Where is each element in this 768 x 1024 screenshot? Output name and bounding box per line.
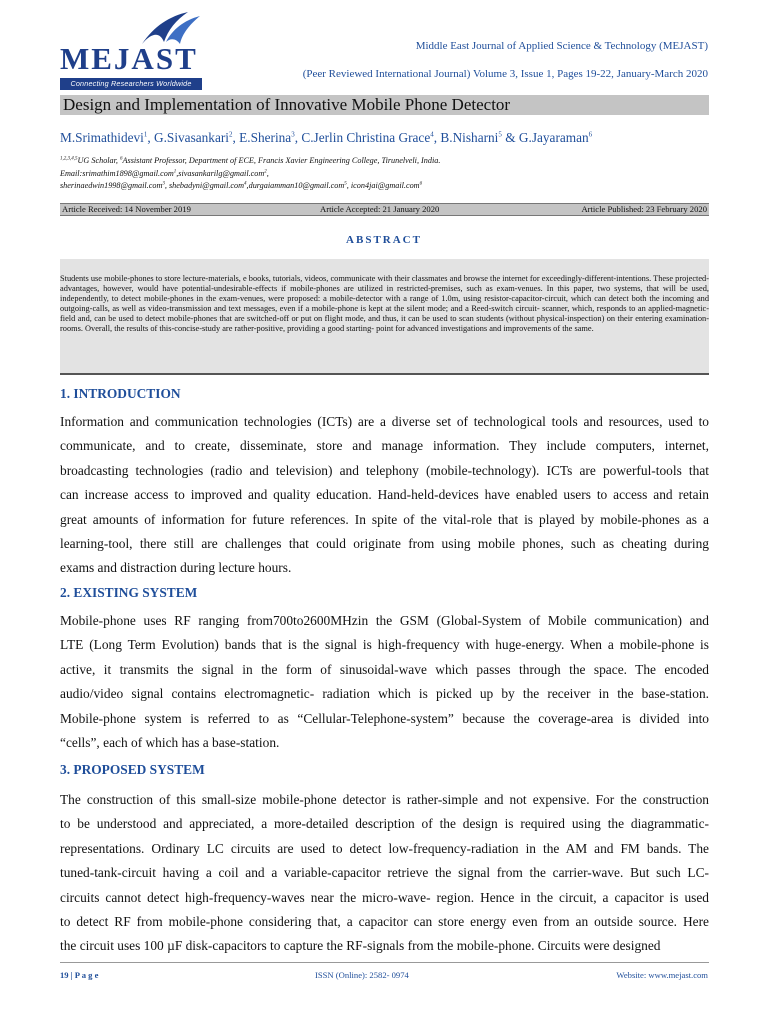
- paragraph-line: LTE (Long Term Evolution) bands that is the signal is high-frequency with huge-energy. When a mobile-phone is: [60, 637, 709, 653]
- paragraph-line: broadcasting technologies (radio and television) and telephony (mobile-technology). ICTs are powerful-tools that: [60, 462, 709, 478]
- author-email: ,: [266, 169, 269, 178]
- paragraph-line: The construction of this small-size mobile-phone detector is rather-simple and not expensive. For the construction: [60, 792, 709, 807]
- email-affiliation-mark: 2: [264, 169, 267, 175]
- affiliation-sup: 6: [120, 156, 123, 162]
- paragraph-line: learning-tool, there still are challenges that could originate from using mobile phones, such as cheating during: [60, 536, 709, 552]
- paragraph-line: to be understood and appreciated, a more-detailed description of the design is required using the diagrammatic-: [60, 816, 709, 832]
- paragraph-line: active, it transmits the signal in the form of sinusoidal-wave which passes through the space. The encoded: [60, 661, 709, 677]
- abstract-heading: ABSTRACT: [346, 234, 422, 246]
- affiliation-role: UG Scholar,: [77, 156, 121, 165]
- affiliation-sup: 1,2,3,4,5: [60, 156, 78, 162]
- logo-tagline: Connecting Researchers Worldwide: [60, 78, 202, 90]
- section-paragraph: [60, 410, 709, 581]
- paragraph-line: audio/video signal contains electromagnetic- radiation which is picked up by the receiver in the base-station.: [60, 686, 709, 702]
- author-email: , shebadyni@gmail.com: [164, 181, 245, 190]
- paragraph-line: Information and communication technologies (ICTs) are a diverse set of technological tools and resources, used to: [60, 414, 709, 429]
- email-line: [60, 181, 422, 190]
- affiliation-dept: Assistant Professor, Department of ECE, Francis Xavier Engineering College, Tirunelveli, India.: [122, 156, 441, 165]
- email-affiliation-mark: 5: [344, 181, 347, 187]
- page-label: | P a g e: [68, 970, 99, 980]
- paragraph-line: great amounts of information for future references. In spite of the vital-role that is played by mobile-phones as a: [60, 511, 709, 527]
- affiliation: [60, 156, 440, 165]
- article-title: Design and Implementation of Innovative Mobile Phone Detector: [63, 95, 511, 114]
- section-heading: 2. EXISTING SYSTEM: [60, 585, 198, 600]
- paragraph-line: Mobile-phone system is referred to as “Cellular-Telephone-system” because the coverage-area is divided into: [60, 710, 709, 726]
- email-affiliation-mark: 4: [244, 181, 247, 187]
- author-affiliation-mark: 1: [143, 130, 148, 139]
- website: Website: www.mejast.com: [616, 970, 708, 980]
- author-list: [60, 130, 592, 146]
- paragraph-line: Mobile-phone uses RF ranging from700to2600MHzin the GSM (Global-System of Mobile communication) and: [60, 613, 709, 628]
- section-paragraph: [60, 609, 709, 755]
- journal-name: Middle East Journal of Applied Science & Technology (MEJAST): [415, 40, 708, 52]
- issn: ISSN (Online): 2582- 0974: [315, 970, 409, 980]
- paragraph-line: tuned-tank-circuit having a coil and a variable-capacitor retrieve the signal from the carrier-wave. But such LC-: [60, 865, 709, 881]
- author-affiliation-mark: 3: [291, 130, 295, 139]
- author-separator: ,: [433, 130, 441, 145]
- abstract-text: Students use mobile-phones to store lecture-materials, e books, tutorials, videos, communicate with their classmates and browse the internet for exceedingly-different-intentions. These projected-advantages, however, would have potential-undesirable-effects if mobile-phones are utilized in restricted-premises, such as exam-venues. In this paper, two systems, that will be used, independently, to detect mobile-phones in the exam-venues, were proposed: a mobile-detector with a range of 1.0m, using resistor-capacitor-circuit, which can detect both the incoming and outgoing-calls, as well as video-transmission and text messages, even if a mobile-phone is kept at the silent mode; and a Reed-switch circuit- scanner, which, responds to an applied-magnetic-field and, can be used to detect mobile-phones that are switched-off or put on flight mode, and thus, it can be used to scan students (without physical-inspection) on their entering examination-rooms. Overall, the results of this-concise-study are rather-positive, providing a good starting- point for advanced investigations and improvements of the same.: [60, 274, 709, 334]
- paragraph-line: “cells”, each of which has a base-station.: [60, 735, 280, 751]
- article-dates-bar: [60, 203, 709, 216]
- paragraph-line: exams and distraction during lecture hours.: [60, 560, 292, 576]
- author-email: sherinaedwin1998@gmail.com: [60, 181, 163, 190]
- accepted-date: Article Accepted: 21 January 2020: [320, 204, 440, 214]
- article-title-bar: [60, 95, 709, 115]
- author-name: E.Sherina: [239, 130, 292, 145]
- received-date: Article Received: 14 November 2019: [62, 204, 191, 214]
- author-name: G.Jayaraman: [518, 130, 589, 145]
- author-name: C.Jerlin Christina Grace: [301, 130, 431, 145]
- paragraph-line: communicate, and to create, disseminate, store and manage information. They include computers, internet,: [60, 438, 709, 454]
- author-affiliation-mark: 4: [430, 130, 434, 139]
- section-paragraph: [60, 788, 709, 959]
- section-heading: 3. PROPOSED SYSTEM: [60, 762, 205, 777]
- author-email: , icon4jai@gmail.com: [346, 181, 420, 190]
- author-separator: &: [501, 130, 519, 145]
- journal-logo: [60, 8, 210, 88]
- page-number: [60, 970, 98, 980]
- email-affiliation-mark: 6: [419, 181, 423, 187]
- paragraph-line: circuits cannot detect high-frequency-waves near the micro-wave- region. Hence in the circuit, a capacitor is used: [60, 889, 709, 905]
- author-separator: ,: [147, 130, 154, 145]
- logo-wordmark: MEJAST: [60, 41, 198, 76]
- author-email: ,durgaiamman10@gmail.com: [246, 181, 345, 190]
- author-email: Email:srimathim1898@gmail.com: [60, 169, 174, 178]
- email-affiliation-mark: 3: [162, 181, 165, 187]
- author-affiliation-mark: 2: [228, 130, 233, 139]
- email-line: [60, 169, 269, 178]
- author-name: B.Nisharni: [440, 130, 499, 145]
- paragraph-line: representations. Ordinary LC circuits are used to detect low-frequency-radiation in the AM and FM bands. The: [60, 840, 709, 856]
- footer-divider: [60, 962, 709, 963]
- email-affiliation-mark: 1: [173, 169, 177, 175]
- author-affiliation-mark: 5: [498, 130, 502, 139]
- journal-details: (Peer Reviewed International Journal) Volume 3, Issue 1, Pages 19-22, January-March 2020: [302, 68, 708, 80]
- author-name: G.Sivasankari: [154, 130, 229, 145]
- author-separator: ,: [294, 130, 302, 145]
- paragraph-line: to detect RF from mobile-phone considering that, a capacitor can store energy even from an outside source. Here: [60, 914, 709, 930]
- published-date: Article Published: 23 February 2020: [581, 204, 707, 214]
- page-number-value: 19: [60, 970, 69, 980]
- author-email: ,sivasankarilg@gmail.com: [176, 169, 265, 178]
- author-affiliation-mark: 6: [588, 130, 593, 139]
- section-heading: 1. INTRODUCTION: [60, 386, 181, 401]
- paragraph-line: can increase access to improved and quality education. Hand-held-devices have enabled users to access and retain: [60, 487, 709, 503]
- paragraph-line: the circuit uses 100 µF disk-capacitors to capture the RF-signals from the mobile-phone. Circuits were designed: [60, 938, 661, 954]
- author-name: M.Srimathidevi: [60, 130, 144, 145]
- author-separator: ,: [232, 130, 240, 145]
- abstract-box: [60, 259, 709, 375]
